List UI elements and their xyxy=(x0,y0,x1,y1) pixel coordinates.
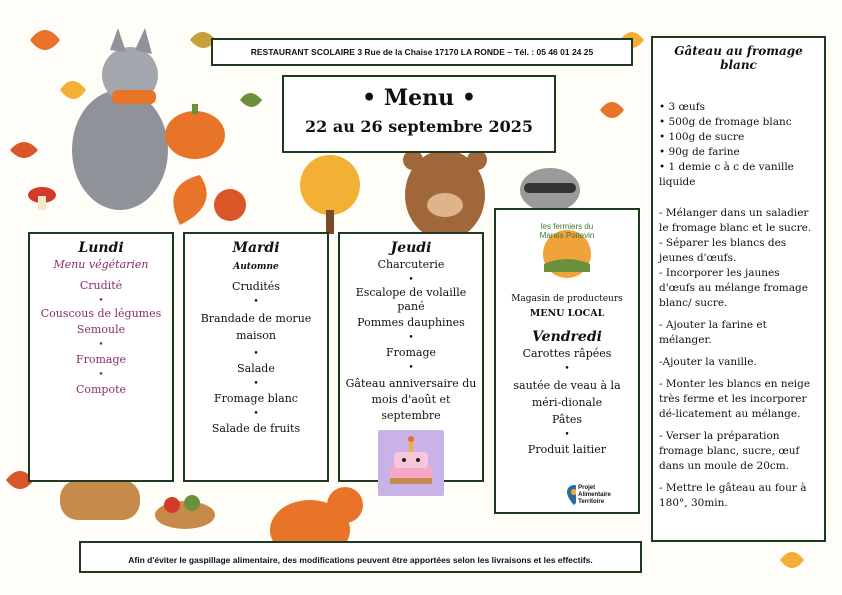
bear-icon xyxy=(403,150,487,240)
fermiers-logo xyxy=(530,218,604,282)
map-pin-icon xyxy=(566,485,576,505)
separator-dot: • xyxy=(564,364,570,374)
pumpkin-icon xyxy=(165,104,225,159)
separator-dot: • xyxy=(98,340,104,350)
day-name: Vendredi xyxy=(532,329,602,345)
footer-notice-box xyxy=(79,541,642,573)
recipe-step: - Séparer les blancs des jeunes d'œufs. xyxy=(659,237,787,264)
day-card-mardi xyxy=(183,232,329,482)
separator-dot: • xyxy=(253,297,259,307)
day-subtitle: Automne xyxy=(233,262,279,272)
leaf-icon xyxy=(240,93,262,107)
ingredient: • 500g de fromage blanc xyxy=(659,116,792,128)
recipe-step: - Mélanger dans un saladier le fromage blanc et le sucre. xyxy=(659,207,812,234)
dish: Pommes dauphines xyxy=(357,316,465,329)
dish: Produit laitier xyxy=(527,443,607,456)
leaf-icon xyxy=(60,81,86,99)
squirrel-icon xyxy=(173,175,246,225)
day-name: Lundi xyxy=(78,240,124,256)
fermiers-logo-text: les fermiers du Marais Poitevin xyxy=(539,222,595,240)
ingredient: • 90g de farine xyxy=(659,146,740,158)
dish: Compote xyxy=(75,383,127,396)
dish: Fromage xyxy=(385,346,437,359)
pat-logo-text: Projet Alimentaire Territoire xyxy=(578,484,611,505)
dish: Fromage blanc xyxy=(214,392,298,405)
dish: Charcuterie xyxy=(377,258,445,271)
day-card-lundi xyxy=(28,232,174,482)
cake-icon xyxy=(378,430,444,496)
separator-dot: • xyxy=(408,363,414,373)
dish: sautée de veau à la méri-dionale xyxy=(513,379,621,409)
mushroom-icon xyxy=(28,187,56,210)
day-name: Mardi xyxy=(232,240,280,256)
page-title: • Menu • xyxy=(362,85,476,111)
week-dates: 22 au 26 septembre 2025 xyxy=(304,117,533,136)
recipe-title: Gâteau au fromage blanc xyxy=(674,44,803,72)
separator-dot: • xyxy=(408,275,414,285)
separator-dot: • xyxy=(253,409,259,419)
recipe-step: - Ajouter la farine et mélanger. xyxy=(659,319,767,346)
day-name: Jeudi xyxy=(390,240,432,256)
recipe-box xyxy=(651,36,826,542)
footer-notice: Afin d'éviter le gaspillage alimentaire, des modifications peuvent être apportées selon les livraisons et les effectifs. xyxy=(128,555,593,565)
address-banner xyxy=(211,38,633,66)
deer-icon xyxy=(60,480,140,520)
leaf-icon xyxy=(780,552,804,568)
dish: Couscous de légumes xyxy=(40,307,162,320)
dish: Semoule xyxy=(76,323,126,336)
separator-dot: • xyxy=(253,379,259,389)
recipe-step: - Monter les blancs en neige très ferme et les incorporer dé-licatement au mélange. xyxy=(659,378,811,420)
tree-icon xyxy=(300,155,360,234)
restaurant-address: RESTAURANT SCOLAIRE 3 Rue de la Chaise 17170 LA RONDE – Tél. : 05 46 01 24 25 xyxy=(250,47,594,57)
recipe-step: - Verser la préparation fromage blanc, sucre, œuf dans un moule de 20cm. xyxy=(659,430,800,472)
dish: Salade de fruits xyxy=(211,422,301,435)
fruit-basket-icon xyxy=(155,495,215,529)
dish: Pâtes xyxy=(551,413,583,426)
separator-dot: • xyxy=(253,349,259,359)
leaf-icon xyxy=(30,30,60,50)
dish: Gâteau anniversaire du mois d'août et septembre xyxy=(345,377,477,422)
ingredient: • 3 œufs xyxy=(659,101,705,113)
birthday-cake-image xyxy=(378,430,444,496)
dish: Fromage xyxy=(75,353,127,366)
menu-local-label: MENU LOCAL xyxy=(529,308,605,319)
recipe-step: - Mettre le gâteau au four à 180°, 30min. xyxy=(659,482,807,509)
separator-dot: • xyxy=(564,430,570,440)
day-subtitle: Menu végétarien xyxy=(53,258,149,271)
dish: Crudité xyxy=(79,279,123,292)
dish: Escalope de volaille pané xyxy=(355,286,467,313)
day-card-vendredi xyxy=(494,208,640,514)
producer-line: Magasin de producteurs xyxy=(511,294,623,304)
dish: Brandade de morue maison xyxy=(200,312,312,342)
menu-title-box xyxy=(282,75,556,153)
wolf-icon xyxy=(72,28,168,210)
dish: Crudités xyxy=(232,280,280,293)
separator-dot: • xyxy=(408,333,414,343)
recipe-step: - Incorporer les jaunes d'œufs au mélange fromage blanc/ sucre. xyxy=(659,267,808,309)
day-card-jeudi xyxy=(338,232,484,482)
leaf-icon xyxy=(600,102,624,118)
separator-dot: • xyxy=(98,370,104,380)
recipe-step: -Ajouter la vanille. xyxy=(659,356,757,368)
ingredient: • 1 demie c à c de vanille liquide xyxy=(659,161,794,188)
leaf-icon xyxy=(10,142,38,158)
ingredient: • 100g de sucre xyxy=(659,131,745,143)
separator-dot: • xyxy=(98,296,104,306)
dish: Carottes râpées xyxy=(522,347,612,360)
pat-logo xyxy=(566,484,628,506)
dish: Salade xyxy=(237,362,275,375)
